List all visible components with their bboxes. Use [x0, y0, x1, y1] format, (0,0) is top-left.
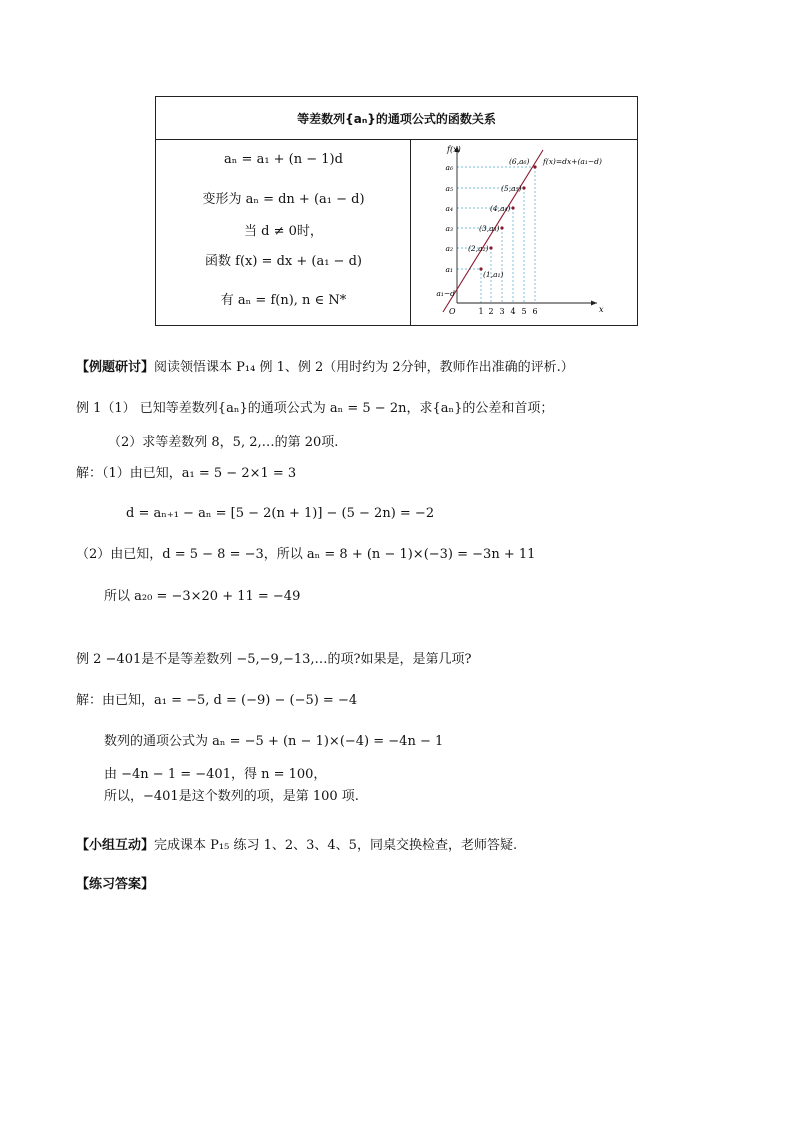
formula-line-5: 有 aₙ = f(n), n ∈ N* — [220, 293, 347, 308]
example2-solution-line2: 数列的通项公式为 aₙ = −5 + (n − 1)×(−4) = −4n − 1 — [104, 734, 444, 749]
y-tick-label: a₄ — [445, 204, 453, 213]
point-label: (3,a₃) — [479, 224, 500, 233]
function-graph — [411, 140, 637, 325]
point-2 — [489, 246, 492, 249]
formula-line-1: aₙ = a₁ + (n − 1)d — [224, 152, 343, 167]
y-axis-label: f(x) — [447, 145, 461, 154]
section-heading: 【练习答案】 — [76, 877, 155, 892]
y-tick-label: a₃ — [445, 224, 453, 233]
graph-cell — [411, 140, 637, 325]
point-label: (2,a₂) — [468, 244, 489, 253]
example1-question2: （2）求等差数列 8，5, 2,…的第 20项. — [108, 435, 339, 450]
point-3 — [500, 226, 503, 229]
section-text: 完成课本 P₁₅ 练习 1、2、3、4、5，同桌交换检查，老师答疑. — [154, 838, 518, 853]
x-tick-label: 5 — [521, 307, 527, 316]
y-tick-label: a₁ — [445, 265, 453, 274]
y-tick-label: a₁−d — [436, 289, 455, 298]
example1-solution-line1: 解：（1）由已知，a₁ = 5 − 2×1 = 3 — [76, 466, 297, 481]
table-title: 等差数列{aₙ}的通项公式的函数关系 — [156, 97, 637, 140]
y-tick-label: a₂ — [445, 244, 453, 253]
point-label: (6,a₆) — [509, 157, 530, 166]
point-label: (1,a₁) — [483, 270, 504, 279]
point-label: (5,a₅) — [501, 184, 522, 193]
example1-solution-line2: d = aₙ₊₁ − aₙ = [5 − 2(n + 1)] − (5 − 2n) = −2 — [126, 506, 435, 521]
x-tick-label: 1 — [478, 307, 484, 316]
formula-line-3: 当 d ≠ 0时， — [244, 224, 323, 239]
x-tick-label: 3 — [499, 307, 505, 316]
example2-solution-line4: 所以，−401是这个数列的项，是第 100 项. — [104, 789, 359, 804]
example2-solution-line3: 由 −4n − 1 = −401，得 n = 100， — [104, 767, 327, 782]
section-group-interaction — [76, 837, 517, 855]
point-labels — [468, 157, 530, 279]
formula-table — [155, 96, 638, 326]
x-tick-label: 2 — [488, 307, 494, 316]
x-tick-label: 4 — [510, 307, 516, 316]
section-heading: 【例题研讨】 — [76, 360, 155, 375]
example2-question: 例 2 −401是不是等差数列 −5,−9,−13,…的项?如果是，是第几项? — [76, 652, 472, 667]
point-5 — [522, 186, 525, 189]
x-tick-label: 6 — [532, 307, 538, 316]
formula-cell — [156, 140, 411, 325]
section-example-study — [76, 359, 574, 377]
y-tick-label: a₆ — [445, 163, 453, 172]
example1-solution-line3: （2）由已知，d = 5 − 8 = −3，所以 aₙ = 8 + (n − 1)×(−3) = −3n + 11 — [76, 547, 536, 562]
y-tick-labels — [436, 163, 455, 298]
example1-question1: 例 1（1） 已知等差数列{aₙ}的通项公式为 aₙ = 5 − 2n，求{aₙ}的公差和首项； — [76, 401, 554, 416]
formula-line-2: 变形为 aₙ = dn + (a₁ − d) — [202, 192, 365, 207]
function-line-label: f(x)=dx+(a₁−d) — [543, 157, 602, 166]
section-exercise-answers — [76, 876, 154, 894]
data-points — [479, 165, 536, 270]
formula-line-4: 函数 f(x) = dx + (a₁ − d) — [205, 254, 362, 269]
example2-solution-line1: 解：由已知，a₁ = −5, d = (−9) − (−5) = −4 — [76, 693, 358, 708]
point-6 — [533, 165, 536, 168]
y-tick-label: a₅ — [445, 184, 453, 193]
section-text: 阅读领悟课本 P₁₄ 例 1、例 2（用时约为 2分钟，教师作出准确的评析.） — [154, 360, 574, 375]
x-axis-arrow-icon — [591, 301, 597, 306]
example1-solution-line4: 所以 a₂₀ = −3×20 + 11 = −49 — [104, 589, 301, 604]
section-heading: 【小组互动】 — [76, 838, 155, 853]
origin-label: O — [449, 307, 456, 316]
x-tick-labels — [478, 307, 537, 316]
point-4 — [511, 206, 514, 209]
x-axis-label: x — [599, 305, 604, 314]
point-label: (4,a₄) — [490, 204, 511, 213]
